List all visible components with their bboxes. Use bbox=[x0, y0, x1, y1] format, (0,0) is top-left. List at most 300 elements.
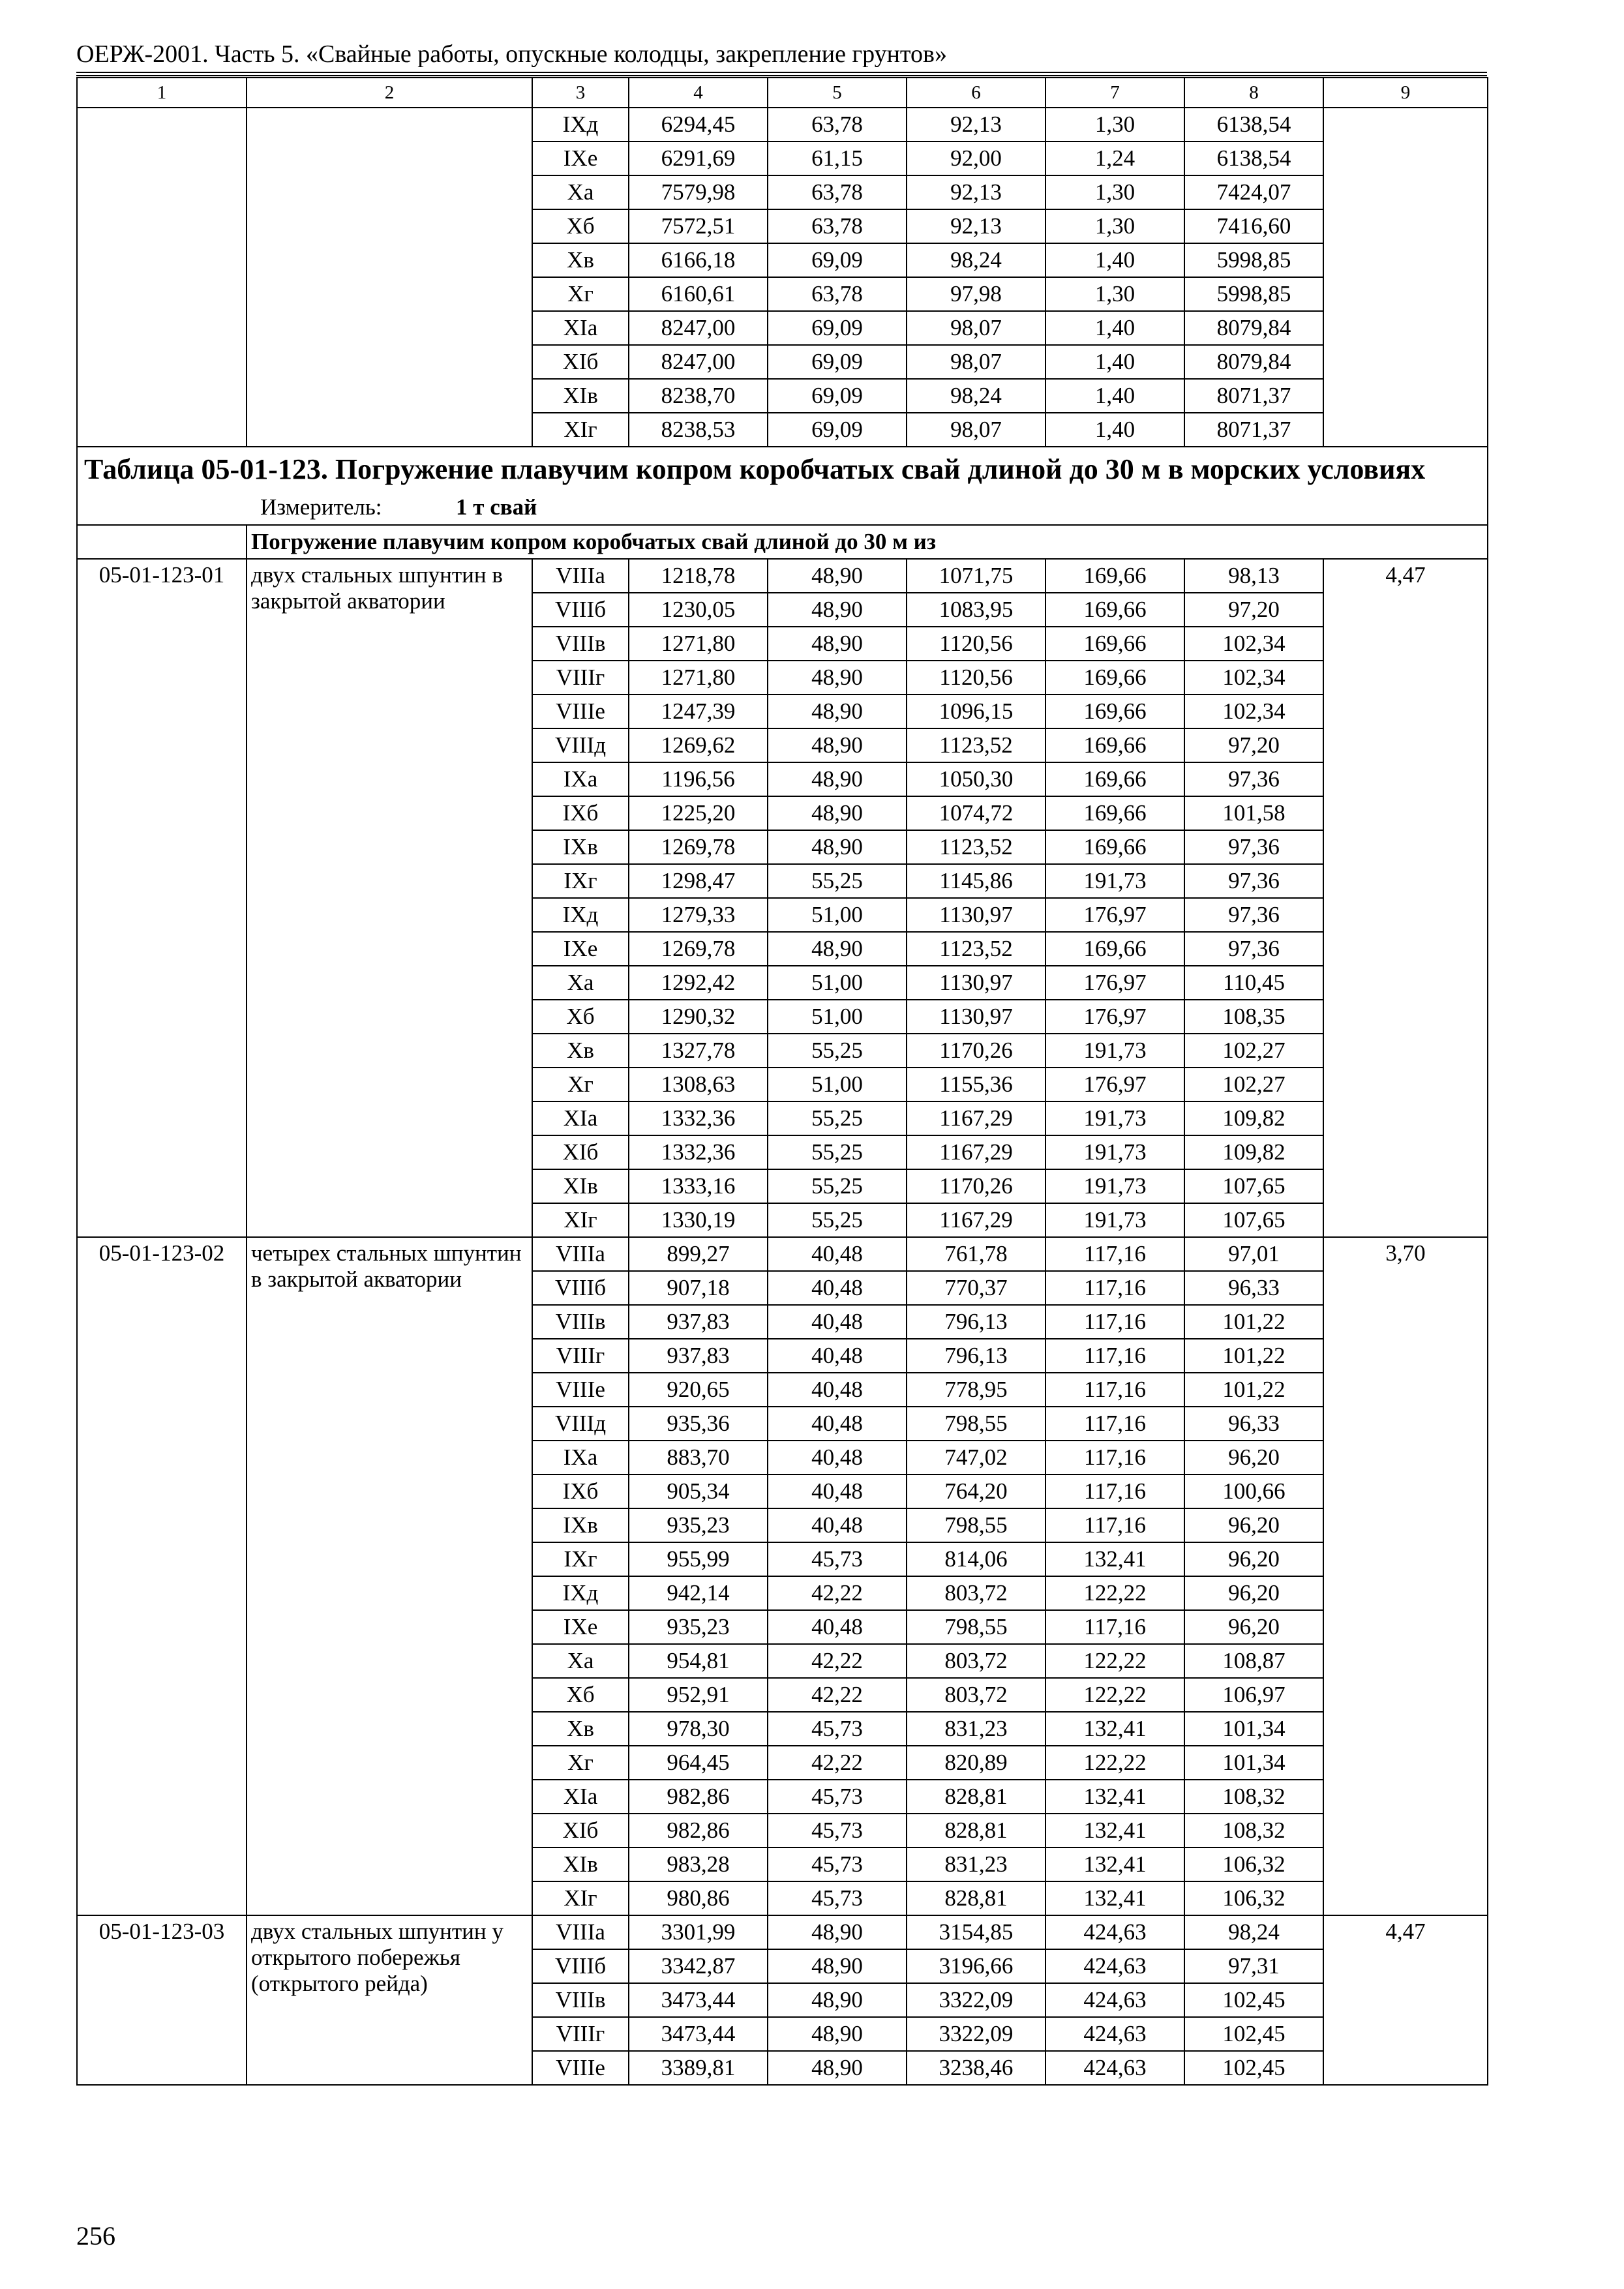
table-cell: 92,00 bbox=[907, 142, 1045, 175]
table-cell: 1247,39 bbox=[629, 695, 768, 728]
table-cell: 97,20 bbox=[1184, 593, 1323, 627]
table-cell: Xa bbox=[532, 175, 629, 209]
table-cell: 122,22 bbox=[1045, 1746, 1184, 1780]
table-cell: 1130,97 bbox=[907, 1000, 1045, 1034]
table-cell: 169,66 bbox=[1045, 830, 1184, 864]
table-cell: 45,73 bbox=[768, 1881, 907, 1915]
table-cell: XIг bbox=[532, 1203, 629, 1237]
table-cell: 176,97 bbox=[1045, 1068, 1184, 1101]
table-cell: 69,09 bbox=[768, 413, 907, 447]
table-cell: 48,90 bbox=[768, 559, 907, 593]
table-cell: 117,16 bbox=[1045, 1237, 1184, 1271]
table-cell: 1123,52 bbox=[907, 932, 1045, 966]
table-cell: 964,45 bbox=[629, 1746, 768, 1780]
table-cell: 1145,86 bbox=[907, 864, 1045, 898]
table-cell: IXe bbox=[532, 932, 629, 966]
table-cell: 1290,32 bbox=[629, 1000, 768, 1034]
table-cell: VIIIa bbox=[532, 559, 629, 593]
running-header: ОЕРЖ-2001. Часть 5. «Свайные работы, опускные колодцы, закрепление грунтов» bbox=[76, 40, 947, 68]
table-cell: 169,66 bbox=[1045, 695, 1184, 728]
table-cell: 40,48 bbox=[768, 1271, 907, 1305]
table-cell: 98,07 bbox=[907, 413, 1045, 447]
column-numbers-row bbox=[77, 78, 1488, 108]
table-cell: 7424,07 bbox=[1184, 175, 1323, 209]
table-cell: Xг bbox=[532, 1068, 629, 1101]
table-cell: 132,41 bbox=[1045, 1712, 1184, 1746]
table-cell: 3238,46 bbox=[907, 2051, 1045, 2085]
header-rule bbox=[76, 72, 1487, 73]
table-cell: 1170,26 bbox=[907, 1034, 1045, 1068]
table-cell: 107,65 bbox=[1184, 1169, 1323, 1203]
table-cell: 796,13 bbox=[907, 1305, 1045, 1339]
table-cell: IXд bbox=[532, 108, 629, 142]
table-cell: 1,30 bbox=[1045, 175, 1184, 209]
table-cell: 98,13 bbox=[1184, 559, 1323, 593]
table-cell: 1327,78 bbox=[629, 1034, 768, 1068]
table-cell: 102,45 bbox=[1184, 2051, 1323, 2085]
table-cell: 55,25 bbox=[768, 1034, 907, 1068]
table-cell: 48,90 bbox=[768, 695, 907, 728]
table-cell: 100,66 bbox=[1184, 1474, 1323, 1508]
column-number: 7 bbox=[1045, 78, 1184, 108]
table-cell: 101,22 bbox=[1184, 1373, 1323, 1407]
table-cell: 6166,18 bbox=[629, 243, 768, 277]
table-cell: 48,90 bbox=[768, 932, 907, 966]
table-cell: 97,01 bbox=[1184, 1237, 1323, 1271]
table-cell: 117,16 bbox=[1045, 1339, 1184, 1373]
table-cell: 97,36 bbox=[1184, 932, 1323, 966]
table-cell: 983,28 bbox=[629, 1848, 768, 1881]
table-cell: 45,73 bbox=[768, 1814, 907, 1848]
table-cell: 778,95 bbox=[907, 1373, 1045, 1407]
table-cell: 132,41 bbox=[1045, 1881, 1184, 1915]
measure-value: 1 т свай bbox=[456, 494, 537, 520]
table-title-row bbox=[77, 447, 1488, 525]
table-cell: 51,00 bbox=[768, 898, 907, 932]
table-cell: 97,31 bbox=[1184, 1949, 1323, 1983]
table-cell: Xг bbox=[532, 1746, 629, 1780]
table-cell: 108,35 bbox=[1184, 1000, 1323, 1034]
table-cell: 831,23 bbox=[907, 1712, 1045, 1746]
table-cell: 1333,16 bbox=[629, 1169, 768, 1203]
table-cell: 1332,36 bbox=[629, 1101, 768, 1135]
table-cell: 8079,84 bbox=[1184, 311, 1323, 345]
page-number: 256 bbox=[76, 2221, 115, 2251]
table-cell: 97,20 bbox=[1184, 728, 1323, 762]
rate-coefficient: 4,47 bbox=[1323, 1915, 1488, 2085]
table-cell: 1096,15 bbox=[907, 695, 1045, 728]
table-cell: 8247,00 bbox=[629, 345, 768, 379]
table-cell: 51,00 bbox=[768, 1000, 907, 1034]
table-cell: 1269,78 bbox=[629, 830, 768, 864]
empty-cell bbox=[77, 525, 247, 559]
table-cell: VIIIa bbox=[532, 1915, 629, 1949]
table-cell: VIIIe bbox=[532, 1373, 629, 1407]
table-cell: 45,73 bbox=[768, 1712, 907, 1746]
table-cell: 6291,69 bbox=[629, 142, 768, 175]
column-number: 8 bbox=[1184, 78, 1323, 108]
table-cell: 1,30 bbox=[1045, 209, 1184, 243]
table-cell: 935,23 bbox=[629, 1508, 768, 1542]
table-cell: 63,78 bbox=[768, 277, 907, 311]
table-cell: 48,90 bbox=[768, 1983, 907, 2017]
subheading-row bbox=[77, 525, 1488, 559]
table-cell: 102,27 bbox=[1184, 1034, 1323, 1068]
table-cell: 905,34 bbox=[629, 1474, 768, 1508]
table-cell: 1271,80 bbox=[629, 661, 768, 695]
table-cell: 1,24 bbox=[1045, 142, 1184, 175]
table-cell: 98,07 bbox=[907, 345, 1045, 379]
column-number: 5 bbox=[768, 78, 907, 108]
table-cell: 1,40 bbox=[1045, 413, 1184, 447]
table-cell: 770,37 bbox=[907, 1271, 1045, 1305]
table-cell: 98,24 bbox=[1184, 1915, 1323, 1949]
table-cell: VIIIe bbox=[532, 695, 629, 728]
table-cell: 1218,78 bbox=[629, 559, 768, 593]
table-cell: 798,55 bbox=[907, 1508, 1045, 1542]
column-number: 9 bbox=[1323, 78, 1488, 108]
table-cell: 7416,60 bbox=[1184, 209, 1323, 243]
table-cell: 102,34 bbox=[1184, 661, 1323, 695]
table-cell: Xa bbox=[532, 1644, 629, 1678]
table-cell: 176,97 bbox=[1045, 966, 1184, 1000]
table-cell: 106,32 bbox=[1184, 1848, 1323, 1881]
table-cell: 8071,37 bbox=[1184, 379, 1323, 413]
table-cell: 55,25 bbox=[768, 1169, 907, 1203]
table-cell: 40,48 bbox=[768, 1610, 907, 1644]
table-cell: 6160,61 bbox=[629, 277, 768, 311]
table-cell: 1,40 bbox=[1045, 243, 1184, 277]
table-cell: 828,81 bbox=[907, 1780, 1045, 1814]
table-cell: XIa bbox=[532, 1780, 629, 1814]
table-cell: 40,48 bbox=[768, 1237, 907, 1271]
table-cell: 61,15 bbox=[768, 142, 907, 175]
table-cell: 107,65 bbox=[1184, 1203, 1323, 1237]
table-cell: VIIIг bbox=[532, 1339, 629, 1373]
table-cell: 63,78 bbox=[768, 108, 907, 142]
table-cell: 1130,97 bbox=[907, 966, 1045, 1000]
table-cell: 8071,37 bbox=[1184, 413, 1323, 447]
table-cell: 92,13 bbox=[907, 175, 1045, 209]
table-cell: 982,86 bbox=[629, 1780, 768, 1814]
table-cell: 1330,19 bbox=[629, 1203, 768, 1237]
table-cell: 982,86 bbox=[629, 1814, 768, 1848]
table-cell: 117,16 bbox=[1045, 1271, 1184, 1305]
table-cell: 3301,99 bbox=[629, 1915, 768, 1949]
table-title: Таблица 05-01-123. Погружение плавучим копром коробчатых свай длиной до 30 м в морских условиях bbox=[84, 453, 1426, 485]
table-cell: 978,30 bbox=[629, 1712, 768, 1746]
table-cell: 796,13 bbox=[907, 1339, 1045, 1373]
empty-code-cell bbox=[77, 108, 247, 447]
table-cell: 98,24 bbox=[907, 243, 1045, 277]
table-cell: 97,98 bbox=[907, 277, 1045, 311]
table-cell: XIa bbox=[532, 311, 629, 345]
table-cell: 3342,87 bbox=[629, 1949, 768, 1983]
table-cell: XIг bbox=[532, 413, 629, 447]
table-cell: 55,25 bbox=[768, 1101, 907, 1135]
table-cell: 69,09 bbox=[768, 243, 907, 277]
empty-coef-cell bbox=[1323, 108, 1488, 447]
table-cell: 69,09 bbox=[768, 311, 907, 345]
table-cell: 761,78 bbox=[907, 1237, 1045, 1271]
table-cell: Xб bbox=[532, 209, 629, 243]
table-cell: 122,22 bbox=[1045, 1576, 1184, 1610]
rate-description: двух стальных шпунтин у открытого побережья (открытого рейда) bbox=[247, 1915, 532, 2085]
table-cell: 8079,84 bbox=[1184, 345, 1323, 379]
table-cell: 169,66 bbox=[1045, 932, 1184, 966]
table-cell: 1071,75 bbox=[907, 559, 1045, 593]
table-cell: 117,16 bbox=[1045, 1407, 1184, 1441]
table-cell: 1167,29 bbox=[907, 1203, 1045, 1237]
table-cell: 1123,52 bbox=[907, 728, 1045, 762]
table-cell: 1083,95 bbox=[907, 593, 1045, 627]
table-cell: 1,30 bbox=[1045, 277, 1184, 311]
table-cell: 109,82 bbox=[1184, 1135, 1323, 1169]
table-cell: 117,16 bbox=[1045, 1508, 1184, 1542]
table-cell: 764,20 bbox=[907, 1474, 1045, 1508]
table-cell: 106,97 bbox=[1184, 1678, 1323, 1712]
table-cell: 117,16 bbox=[1045, 1373, 1184, 1407]
table-cell: 191,73 bbox=[1045, 1101, 1184, 1135]
table-cell: 1225,20 bbox=[629, 796, 768, 830]
table-cell: 920,65 bbox=[629, 1373, 768, 1407]
table-cell: 169,66 bbox=[1045, 661, 1184, 695]
table-cell: 48,90 bbox=[768, 1949, 907, 1983]
table-cell: 424,63 bbox=[1045, 1949, 1184, 1983]
table-cell: IXa bbox=[532, 762, 629, 796]
table-cell: 1308,63 bbox=[629, 1068, 768, 1101]
table-cell: 169,66 bbox=[1045, 627, 1184, 661]
table-cell: 1167,29 bbox=[907, 1135, 1045, 1169]
table-cell: 108,32 bbox=[1184, 1814, 1323, 1848]
table-cell: 40,48 bbox=[768, 1373, 907, 1407]
table-cell: XIв bbox=[532, 1169, 629, 1203]
table-cell: 1230,05 bbox=[629, 593, 768, 627]
table-cell: 102,27 bbox=[1184, 1068, 1323, 1101]
table-cell: 96,33 bbox=[1184, 1407, 1323, 1441]
table-cell: 828,81 bbox=[907, 1814, 1045, 1848]
table-cell: 45,73 bbox=[768, 1542, 907, 1576]
table-cell: 109,82 bbox=[1184, 1101, 1323, 1135]
table-cell: IXa bbox=[532, 1441, 629, 1474]
table-cell: VIIIб bbox=[532, 593, 629, 627]
table-cell: 102,34 bbox=[1184, 695, 1323, 728]
table-cell: 42,22 bbox=[768, 1644, 907, 1678]
table-cell: 110,45 bbox=[1184, 966, 1323, 1000]
table-cell: VIIIд bbox=[532, 728, 629, 762]
table-cell: 63,78 bbox=[768, 175, 907, 209]
table-cell: 1167,29 bbox=[907, 1101, 1045, 1135]
table-cell: 798,55 bbox=[907, 1407, 1045, 1441]
table-cell: 1292,42 bbox=[629, 966, 768, 1000]
table-cell: 3322,09 bbox=[907, 1983, 1045, 2017]
table-cell: 48,90 bbox=[768, 1915, 907, 1949]
rate-coefficient: 4,47 bbox=[1323, 559, 1488, 1237]
table-title-cell bbox=[77, 447, 1488, 525]
table-cell: Xв bbox=[532, 243, 629, 277]
table-cell: 176,97 bbox=[1045, 1000, 1184, 1034]
table-cell: 97,36 bbox=[1184, 830, 1323, 864]
table-cell: 55,25 bbox=[768, 864, 907, 898]
table-cell: Xб bbox=[532, 1000, 629, 1034]
rate-description: двух стальных шпунтин в закрытой акватории bbox=[247, 559, 532, 1237]
table-cell: Xa bbox=[532, 966, 629, 1000]
rate-description: четырех стальных шпунтин в закрытой акватории bbox=[247, 1237, 532, 1915]
table-cell: 3473,44 bbox=[629, 2017, 768, 2051]
table-cell: VIIIв bbox=[532, 627, 629, 661]
rate-code: 05-01-123-01 bbox=[77, 559, 247, 1237]
table-cell: IXв bbox=[532, 830, 629, 864]
table-cell: 980,86 bbox=[629, 1881, 768, 1915]
table-cell: XIв bbox=[532, 379, 629, 413]
table-cell: 132,41 bbox=[1045, 1814, 1184, 1848]
table-cell: 97,36 bbox=[1184, 898, 1323, 932]
table-cell: 96,20 bbox=[1184, 1610, 1323, 1644]
table-cell: 1,40 bbox=[1045, 311, 1184, 345]
table-cell: 40,48 bbox=[768, 1508, 907, 1542]
rate-code: 05-01-123-03 bbox=[77, 1915, 247, 2085]
table-cell: 424,63 bbox=[1045, 1915, 1184, 1949]
table-cell: 48,90 bbox=[768, 593, 907, 627]
table-cell: 937,83 bbox=[629, 1305, 768, 1339]
table-cell: 63,78 bbox=[768, 209, 907, 243]
table-cell: VIIIв bbox=[532, 1983, 629, 2017]
table-cell: 45,73 bbox=[768, 1780, 907, 1814]
table-cell: 1120,56 bbox=[907, 627, 1045, 661]
table-cell: 42,22 bbox=[768, 1678, 907, 1712]
table-cell: 6294,45 bbox=[629, 108, 768, 142]
table-cell: 828,81 bbox=[907, 1881, 1045, 1915]
table-cell: 96,20 bbox=[1184, 1508, 1323, 1542]
table-cell: 1170,26 bbox=[907, 1169, 1045, 1203]
column-number: 3 bbox=[532, 78, 629, 108]
table-cell: 424,63 bbox=[1045, 2051, 1184, 2085]
table-row bbox=[77, 559, 1488, 593]
table-cell: XIa bbox=[532, 1101, 629, 1135]
table-cell: Xв bbox=[532, 1712, 629, 1746]
table-cell: 1279,33 bbox=[629, 898, 768, 932]
table-cell: 69,09 bbox=[768, 345, 907, 379]
column-number: 1 bbox=[77, 78, 247, 108]
table-cell: 6138,54 bbox=[1184, 142, 1323, 175]
table-cell: VIIIa bbox=[532, 1237, 629, 1271]
table-cell: 3473,44 bbox=[629, 1983, 768, 2017]
header-rule-2 bbox=[76, 75, 1487, 76]
rate-coefficient: 3,70 bbox=[1323, 1237, 1488, 1915]
table-cell: 98,07 bbox=[907, 311, 1045, 345]
table-cell: 1074,72 bbox=[907, 796, 1045, 830]
table-cell: 1123,52 bbox=[907, 830, 1045, 864]
table-cell: Xг bbox=[532, 277, 629, 311]
table-cell: IXв bbox=[532, 1508, 629, 1542]
table-cell: 40,48 bbox=[768, 1441, 907, 1474]
table-cell: 97,36 bbox=[1184, 864, 1323, 898]
table-cell: 169,66 bbox=[1045, 593, 1184, 627]
table-cell: 955,99 bbox=[629, 1542, 768, 1576]
table-cell: 48,90 bbox=[768, 762, 907, 796]
table-cell: 1130,97 bbox=[907, 898, 1045, 932]
table-cell: 952,91 bbox=[629, 1678, 768, 1712]
table-cell: 191,73 bbox=[1045, 1135, 1184, 1169]
table-cell: 907,18 bbox=[629, 1271, 768, 1305]
table-cell: 48,90 bbox=[768, 830, 907, 864]
table-cell: VIIIб bbox=[532, 1949, 629, 1983]
table-cell: 1196,56 bbox=[629, 762, 768, 796]
table-cell: XIг bbox=[532, 1881, 629, 1915]
table-cell: 803,72 bbox=[907, 1644, 1045, 1678]
table-cell: 935,36 bbox=[629, 1407, 768, 1441]
table-cell: 48,90 bbox=[768, 627, 907, 661]
table-cell: 747,02 bbox=[907, 1441, 1045, 1474]
column-number: 2 bbox=[247, 78, 532, 108]
table-cell: 40,48 bbox=[768, 1305, 907, 1339]
table-cell: 831,23 bbox=[907, 1848, 1045, 1881]
table-cell: 191,73 bbox=[1045, 864, 1184, 898]
table-cell: 1120,56 bbox=[907, 661, 1045, 695]
table-cell: 1,30 bbox=[1045, 108, 1184, 142]
table-cell: 117,16 bbox=[1045, 1441, 1184, 1474]
table-cell: 424,63 bbox=[1045, 1983, 1184, 2017]
table-cell: IXд bbox=[532, 1576, 629, 1610]
table-cell: 132,41 bbox=[1045, 1848, 1184, 1881]
table-cell: 7572,51 bbox=[629, 209, 768, 243]
table-cell: 937,83 bbox=[629, 1339, 768, 1373]
table-cell: 1050,30 bbox=[907, 762, 1045, 796]
table-cell: 132,41 bbox=[1045, 1542, 1184, 1576]
table-cell: IXб bbox=[532, 796, 629, 830]
table-cell: 5998,85 bbox=[1184, 277, 1323, 311]
measure-line bbox=[260, 493, 1481, 522]
table-cell: 814,06 bbox=[907, 1542, 1045, 1576]
table-cell: Xб bbox=[532, 1678, 629, 1712]
table-cell: 169,66 bbox=[1045, 796, 1184, 830]
table-cell: 101,22 bbox=[1184, 1305, 1323, 1339]
table-cell: VIIIe bbox=[532, 2051, 629, 2085]
table-cell: IXд bbox=[532, 898, 629, 932]
table-cell: 40,48 bbox=[768, 1407, 907, 1441]
table-cell: 935,23 bbox=[629, 1610, 768, 1644]
table-cell: 101,34 bbox=[1184, 1712, 1323, 1746]
table-cell: 55,25 bbox=[768, 1203, 907, 1237]
column-number: 4 bbox=[629, 78, 768, 108]
table-cell: 102,45 bbox=[1184, 1983, 1323, 2017]
rate-code: 05-01-123-02 bbox=[77, 1237, 247, 1915]
table-cell: 1,40 bbox=[1045, 379, 1184, 413]
table-cell: 48,90 bbox=[768, 2017, 907, 2051]
table-cell: 96,20 bbox=[1184, 1576, 1323, 1610]
table-cell: 106,32 bbox=[1184, 1881, 1323, 1915]
table-cell: 169,66 bbox=[1045, 728, 1184, 762]
table-cell: 8238,53 bbox=[629, 413, 768, 447]
table-cell: 191,73 bbox=[1045, 1169, 1184, 1203]
table-cell: 55,25 bbox=[768, 1135, 907, 1169]
subheading: Погружение плавучим копром коробчатых свай длиной до 30 м из bbox=[247, 525, 1488, 559]
table-cell: 169,66 bbox=[1045, 762, 1184, 796]
table-cell: 176,97 bbox=[1045, 898, 1184, 932]
table-cell: 1332,36 bbox=[629, 1135, 768, 1169]
table-cell: VIIIг bbox=[532, 2017, 629, 2051]
table-cell: 97,36 bbox=[1184, 762, 1323, 796]
table-cell: XIб bbox=[532, 1814, 629, 1848]
table-cell: 117,16 bbox=[1045, 1474, 1184, 1508]
measure-label: Измеритель: bbox=[260, 494, 382, 520]
table-cell: 45,73 bbox=[768, 1848, 907, 1881]
table-cell: 96,33 bbox=[1184, 1271, 1323, 1305]
table-row bbox=[77, 1915, 1488, 1949]
table-cell: IXг bbox=[532, 1542, 629, 1576]
table-cell: 132,41 bbox=[1045, 1780, 1184, 1814]
table-cell: 48,90 bbox=[768, 2051, 907, 2085]
